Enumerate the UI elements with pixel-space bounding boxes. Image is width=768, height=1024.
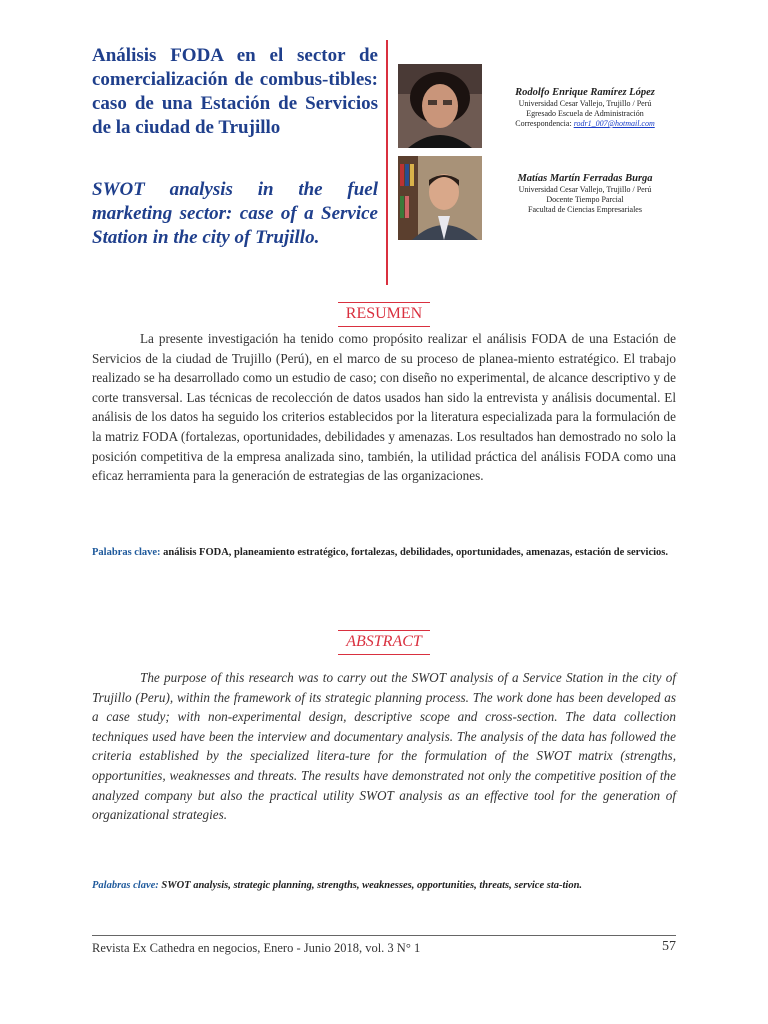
title-english: SWOT analysis in the fuel marketing sector: case of a Service Station in the city of Trujillo. bbox=[92, 179, 378, 248]
keywords-spanish bbox=[92, 545, 676, 561]
keywords-list: análisis FODA, planeamiento estratégico, fortalezas, debilidades, oportunidades, amenazas, estación de servicios. bbox=[163, 547, 669, 558]
author-affiliation: Universidad Cesar Vallejo, Trujillo / Perú bbox=[518, 99, 652, 108]
author-1 bbox=[490, 86, 680, 129]
page-number: 57 bbox=[662, 939, 676, 954]
author-affiliation: Universidad Cesar Vallejo, Trujillo / Perú bbox=[518, 185, 652, 194]
author-name: Matías Martín Ferradas Burga bbox=[517, 173, 653, 184]
author-photo-1 bbox=[398, 64, 482, 148]
keywords-english bbox=[92, 878, 676, 894]
author-2 bbox=[490, 172, 680, 215]
keywords-list: SWOT analysis, strategic planning, strengths, weaknesses, opportunities, threats, service sta-tion. bbox=[161, 880, 583, 891]
resumen-heading: RESUMEN bbox=[0, 302, 768, 327]
title-spanish: Análisis FODA en el sector de comercialización de combus-tibles: caso de una Estación de Servicios de la ciudad de Trujillo bbox=[92, 45, 378, 138]
resumen-text: La presente investigación ha tenido como propósito realizar el análisis FODA de una Estación de Servicios de la ciudad de Trujillo (Perú), en el marco de su proceso de planea-miento estratégico. El trabajo realizado se ha desarrollado como un estudio de caso; con diseño no experimental, de alcance descriptivo y de corte transversal. Las técnicas de recolección de datos usados han sido la entrevista y análisis documental. El análisis de los datos ha seguido los criterios establecidos por la literatura especializada para la formulación de la matriz FODA (fortalezas, oportunidades, debilidades y amenazas. Los resultados han demostrado no solo la posición competitiva de la empresa analizada sino, también, la utilidad práctica del análisis FODA como una eficaz herramienta para la generación de estrategias de las organizaciones. bbox=[92, 331, 676, 484]
author-faculty: Facultad de Ciencias Empresariales bbox=[528, 205, 642, 214]
keywords-label: Palabras clave: bbox=[92, 547, 164, 558]
abstract-heading: ABSTRACT bbox=[0, 630, 768, 655]
author-photo-2 bbox=[398, 156, 482, 240]
author-role: Docente Tiempo Parcial bbox=[546, 195, 624, 204]
vertical-divider bbox=[386, 40, 388, 285]
author-role: Egresado Escuela de Administración bbox=[526, 109, 644, 118]
author-email-link[interactable]: rodr1_007@hotmail.com bbox=[573, 119, 655, 128]
journal-citation: Revista Ex Cathedra en negocios, Enero - Junio 2018, vol. 3 N° 1 bbox=[92, 941, 421, 955]
keywords-label: Palabras clave: bbox=[92, 880, 162, 891]
author-contact bbox=[490, 119, 680, 129]
author-name: Rodolfo Enrique Ramírez López bbox=[515, 87, 655, 98]
abstract-text: The purpose of this research was to carry out the SWOT analysis of a Service Station in the city of Trujillo (Peru), within the framework of its strategic planning process. The work done has been developed as a case study; with non-experimental design, descriptive scope and cross-section. The data collection techniques used have been the interview and documentary analysis. The analysis of the data has followed the criteria established by the specialized litera-ture for the formulation of the SWOT matrix (strengths, opportunities, weaknesses and threats. The results have demonstrated not only the competitive position of the analyzed company but also the practical utility SWOT analysis as an effective tool for the generation of organizational strategies. bbox=[92, 670, 676, 823]
contact-label: Correspondencia: bbox=[515, 119, 574, 128]
footer-rule bbox=[92, 935, 676, 936]
